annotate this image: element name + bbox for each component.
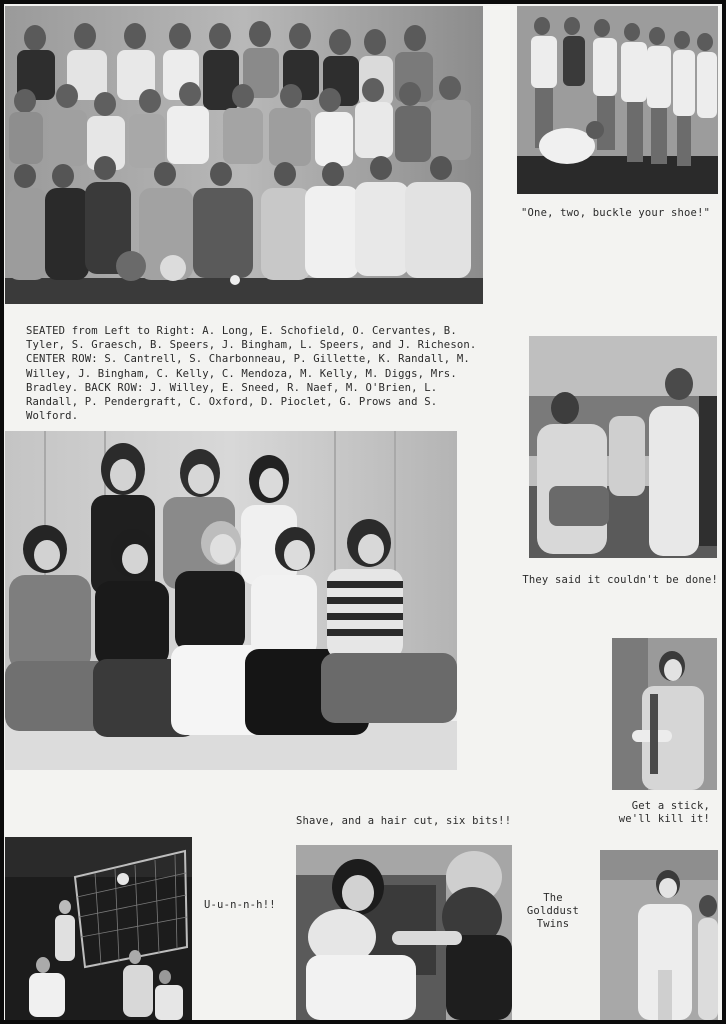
buckle-shoe-caption: "One, two, buckle your shoe!" — [521, 207, 711, 219]
buckle-shoe-photo — [517, 6, 718, 194]
get-a-stick-photo — [612, 638, 717, 790]
couldnt-be-done-caption: They said it couldn't be done! — [522, 574, 718, 586]
bottom-right-photo — [600, 850, 718, 1020]
uunh-caption: U-u-n-n-h!! — [204, 899, 276, 911]
group-photo — [5, 6, 483, 304]
couldnt-be-done-photo — [529, 336, 717, 558]
golddust-twins-photo — [296, 845, 512, 1020]
seated-girls-photo — [5, 431, 457, 770]
shave-haircut-caption: Shave, and a hair cut, six bits!! — [296, 815, 512, 827]
yearbook-page — [4, 4, 722, 1020]
roster-text: SEATED from Left to Right: A. Long, E. Schofield, O. Cervantes, B. Tyler, S. Graesch, B. Speers, J. Bingham, L. Speers, and J. Richeson. CENTER ROW: S. Cantrell, S. Charbonneau, P. Gillette, K. Randall, M. Willey, J. Bingham, C. Kelly, C. Mendoza, M. Kelly, M. Diggs, Mrs. Bradley. BACK ROW: J. Willey, E. Sneed, R. Naef, M. O'Brien, L. Randall, P. Pendergraft, C. Oxford, D. Pioclet, G. Prows and S. Wolford. — [26, 325, 477, 423]
get-a-stick-caption: Get a stick, we'll kill it! — [618, 800, 710, 825]
volleyball-photo — [5, 837, 192, 1020]
golddust-twins-caption: The Golddust Twins — [526, 892, 580, 930]
